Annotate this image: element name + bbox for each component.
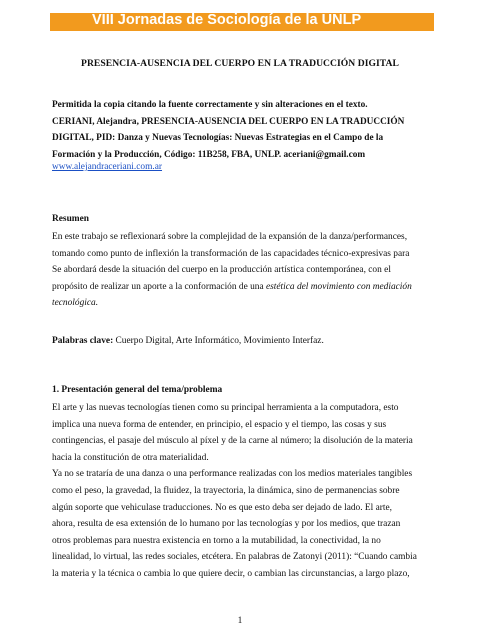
banner-title: VIII Jornadas de Sociología de la UNLP	[92, 12, 362, 28]
paragraph-line: algún soporte que vehiculase traducciones. No es que esto deba ser dejado de lado. El arte,	[52, 502, 392, 513]
paragraph-line: Se abordará desde la situación del cuerpo en la producción artística contemporánea, con el	[52, 265, 391, 276]
keywords-line	[52, 333, 440, 350]
citation-line: CERIANI, Alejandra, PRESENCIA-AUSENCIA DEL CUERPO EN LA TRADUCCIÓN	[52, 116, 405, 127]
paragraph-line: En este trabajo se reflexionará sobre la complejidad de la expansión de la danza/performances,	[52, 232, 408, 242]
page-number: 1	[237, 616, 243, 626]
citation-block	[52, 97, 444, 163]
resumen-paragraph	[52, 229, 440, 312]
paragraph-line: Ya no se trataría de una danza o una performance realizadas con los medios materiales tangibles	[52, 469, 413, 480]
keywords-text: Cuerpo Digital, Arte Informático, Movimiento Interfaz.	[115, 336, 324, 346]
document-title: PRESENCIA-AUSENCIA DEL CUERPO EN LA TRADUCCIÓN DIGITAL	[81, 58, 399, 69]
paragraph-line	[52, 295, 440, 312]
section-heading: 1. Presentación general del tema/problema	[52, 385, 223, 395]
paragraph-line: la materia y la técnica o cambia lo que quiere decir, o cambian las circunstancias, a largo plazo,	[52, 568, 410, 579]
paragraph-line: otros problemas para nuestra existencia en torno a la mutabilidad, la conectividad, la no	[52, 535, 381, 546]
paragraph-line: ahora, resulta de esa extensión de lo humano por las tecnologías y por los medios, que trazan	[52, 519, 401, 530]
author-website-link[interactable]: www.alejandraceriani.com.ar	[52, 162, 163, 172]
paragraph-line: linealidad, lo virtual, las redes sociales, etcétera. En palabras de Zatonyi (2011): “Cuando cambia	[52, 552, 417, 563]
paragraph-line	[52, 279, 440, 296]
section-paragraph	[52, 400, 440, 583]
italic-phrase: tecnológica.	[52, 298, 99, 309]
citation-line: DIGITAL, PID: Danza y Nuevas Tecnologías: Nuevas Estrategias en el Campo de la	[52, 133, 384, 144]
paragraph-text: propósito de realizar un aporte a la conformación de una	[52, 281, 264, 292]
paragraph-line: contingencias, el pasaje del músculo al píxel y de la carne al número; la disolución de la materia	[52, 436, 413, 447]
paragraph-line: tomando como punto de inflexión la transformación de las capacidades técnico-expresivas para	[52, 248, 410, 259]
citation-line: Permitida la copia citando la fuente correctamente y sin alteraciones en el texto.	[52, 100, 368, 110]
paragraph-line: implica una nueva forma de entender, en principio, el espacio y el tiempo, las cosas y sus	[52, 419, 387, 430]
keywords-label: Palabras clave:	[52, 336, 114, 346]
italic-phrase: estética del movimiento con mediación	[265, 281, 412, 292]
paragraph-line: como el peso, la gravedad, la fluidez, la trayectoria, la dinámica, sino de permanencias sobre	[52, 485, 400, 496]
resumen-heading: Resumen	[52, 214, 89, 224]
citation-line: Formación y la Producción, Código: 11B258, FBA, UNLP. aceriani@gmail.com	[52, 149, 366, 160]
paragraph-line: hacia la constitución de otra materialidad.	[52, 452, 209, 463]
paragraph-line: El arte y las nuevas tecnologías tienen como su principal herramienta a la computadora, esto	[52, 403, 399, 413]
